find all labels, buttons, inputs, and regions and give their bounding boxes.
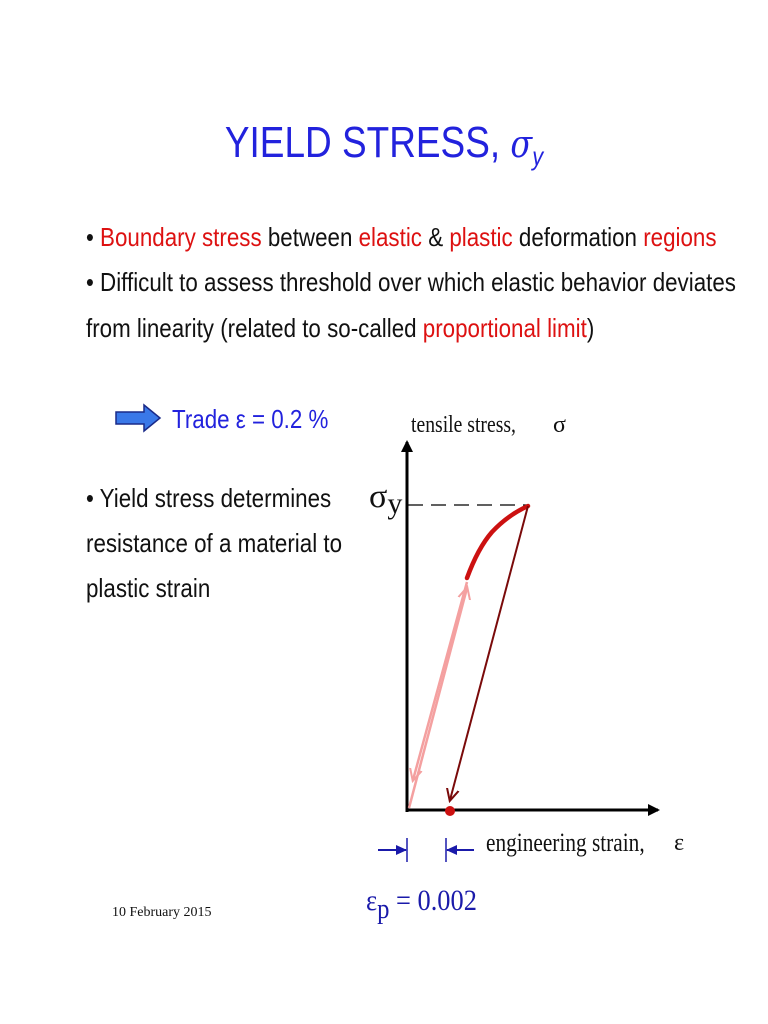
elastic-loading-arrow — [409, 588, 467, 808]
bullet-marker: • — [86, 222, 94, 252]
y-axis-sigma-symbol: σ — [553, 412, 566, 438]
bullet-3-text: Yield stress determines — [99, 483, 332, 513]
bullet-marker: • — [86, 483, 94, 513]
offset-line-arrow — [450, 506, 528, 800]
elastic-unloading-arrow — [413, 582, 467, 780]
bullet-1-plastic: plastic — [449, 222, 513, 252]
footer-date: 10 February 2015 — [112, 905, 212, 920]
sigma-y-label — [369, 478, 403, 520]
bullet-1-regions: regions — [643, 222, 717, 252]
bullet-1-boundary-stress: Boundary stress — [100, 222, 262, 252]
bullet-1-elastic: elastic — [358, 222, 422, 252]
epsilon-p-subscript: p — [377, 894, 390, 925]
title-subscript: y — [532, 141, 544, 171]
trade-text: Trade ε = 0.2 % — [172, 404, 329, 434]
bullet-3-line-2: resistance of a material to — [86, 528, 343, 558]
sigma-y-subscript: y — [387, 487, 403, 520]
bullet-1-text: between — [261, 222, 359, 252]
bullet-3-line-3: plastic strain — [86, 573, 211, 603]
x-axis-epsilon-symbol: ε — [674, 830, 685, 856]
y-axis-label: tensile stress, — [411, 412, 516, 438]
bullet-1-text: & — [421, 222, 450, 252]
bullet-2-text: from linearity (related to so-called — [86, 313, 423, 343]
offset-strain-point — [445, 806, 455, 816]
sigma-y-symbol: σ — [369, 478, 388, 515]
bullet-2-text: Difficult to assess threshold over which elastic behavior deviates — [100, 267, 736, 297]
epsilon-p-label — [366, 884, 477, 925]
x-axis-label: engineering strain, — [486, 828, 645, 857]
epsilon-p-value: = 0.002 — [389, 884, 477, 917]
bullet-1-text: deformation — [512, 222, 644, 252]
bullet-2-text: ) — [586, 313, 595, 343]
epsilon-p-symbol: ε — [366, 884, 378, 917]
bullet-2-proportional-limit: proportional limit — [422, 313, 587, 343]
title-sigma-symbol: σ — [510, 122, 533, 166]
bullet-marker: • — [86, 267, 94, 297]
title-text: YIELD STRESS, — [224, 118, 511, 167]
